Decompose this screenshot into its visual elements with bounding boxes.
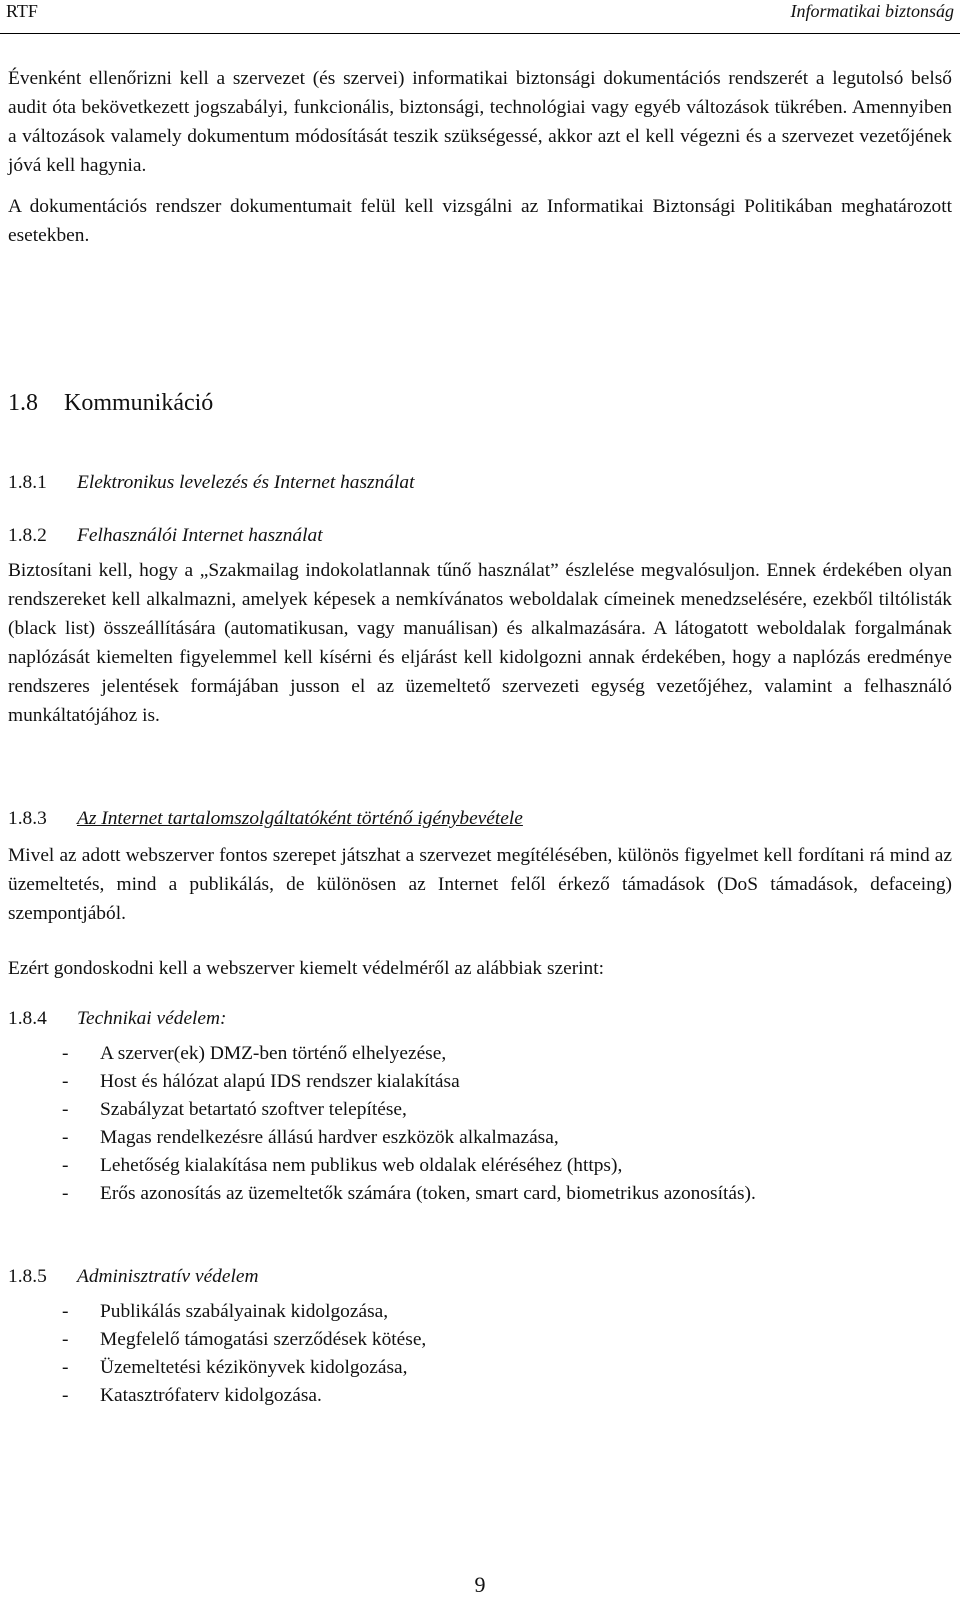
dash-bullet: -	[62, 1099, 69, 1120]
list-item	[62, 1180, 756, 1208]
list-item-text: Üzemeltetési kézikönyvek kidolgozása,	[100, 1357, 408, 1378]
dash-bullet: -	[62, 1357, 69, 1378]
subsection-2-paragraph: Biztosítani kell, hogy a „Szakmailag indokolatlannak tűnő használat” észlelése megvalósuljon. Ennek érdekében olyan rendszereket kell alkalmazni, amelyek képesek a nemkívánatos weboldalak címeinek menedzselésére, ezekből tiltólisták (black list) összeállítására (automatikusan, vagy manuálisan) és alkalmazására. A látogatott weboldalak forgalmának naplózását kiemelten figyelemmel kell kísérni és eljárást kell kidolgozni annak érdekében, hogy a naplózás eredménye rendszeres jelentések formájában jusson el az üzemeltető szervezeti egység vezetőjéhez, valamint a felhasználó munkáltatójához is.	[8, 560, 952, 726]
subsection-heading-3	[8, 805, 523, 833]
subsection-number: 1.8.5	[8, 1266, 47, 1287]
list-item	[62, 1124, 756, 1152]
section-number: 1.8	[8, 390, 38, 416]
intro-paragraph-1: Évenként ellenőrizni kell a szervezet (és szervei) informatikai biztonsági dokumentációs rendszerét a legutolsó belső audit óta bekövetkezett jogszabályi, funkcionális, biztonsági, technológiai vagy egyéb változások tükrében. Amennyiben a változások valamely dokumentum módosítását teszik szükségessé, akkor azt el kell végezni és a szervezet vezetőjének jóvá kell hagynia.	[8, 68, 952, 176]
intro-paragraph-2: A dokumentációs rendszer dokumentumait felül kell vizsgálni az Informatikai Biztonsági Politikában meghatározott esetekben.	[8, 196, 952, 246]
list-item	[62, 1382, 426, 1410]
list-item-text: A szerver(ek) DMZ-ben történő elhelyezése,	[100, 1043, 447, 1064]
subsection-heading-4	[8, 1005, 227, 1033]
subsection-title: Technikai védelem:	[77, 1008, 227, 1029]
list-item-text: Publikálás szabályainak kidolgozása,	[100, 1301, 389, 1322]
subsection-3-paragraph-2: Ezért gondoskodni kell a webszerver kiemelt védelméről az alábbiak szerint:	[8, 958, 605, 979]
subsection-number: 1.8.1	[8, 472, 47, 493]
list-item	[62, 1096, 756, 1124]
header-rule	[0, 33, 960, 34]
list-item-text: Host és hálózat alapú IDS rendszer kialakítása	[100, 1071, 460, 1092]
list-item	[62, 1326, 426, 1354]
list-item-text: Katasztrófaterv kidolgozása.	[100, 1385, 322, 1406]
subsection-3-paragraph-1: Mivel az adott webszerver fontos szerepet játszhat a szervezet megítélésében, különös figyelmet kell fordítani rá mind az üzemeltetés, mind a publikálás, de különösen az Internet felől érkező támadások (DoS támadások, defaceing) szempontjából.	[8, 845, 952, 924]
dash-bullet: -	[62, 1155, 69, 1176]
list-item-text: Lehetőség kialakítása nem publikus web oldalak eléréséhez (https),	[100, 1155, 623, 1176]
subsection-heading-1	[8, 469, 414, 497]
dash-bullet: -	[62, 1301, 69, 1322]
list-item	[62, 1068, 756, 1096]
administrative-protection-list	[62, 1298, 426, 1410]
list-item	[62, 1354, 426, 1382]
dash-bullet: -	[62, 1127, 69, 1148]
subsection-title: Adminisztratív védelem	[77, 1266, 259, 1287]
header-right-text: Informatikai biztonság	[790, 1, 954, 21]
list-item	[62, 1040, 756, 1068]
dash-bullet: -	[62, 1071, 69, 1092]
dash-bullet: -	[62, 1183, 69, 1204]
list-item-text: Megfelelő támogatási szerződések kötése,	[100, 1329, 427, 1350]
list-item	[62, 1298, 426, 1326]
subsection-title: Elektronikus levelezés és Internet használat	[77, 472, 415, 493]
subsection-title: Az Internet tartalomszolgáltatóként történő igénybevétele	[77, 808, 523, 829]
dash-bullet: -	[62, 1043, 69, 1064]
page-header	[0, 0, 960, 34]
subsection-heading-2	[8, 522, 323, 550]
list-item-text: Szabályzat betartató szoftver telepítése,	[100, 1099, 407, 1120]
subsection-number: 1.8.3	[8, 808, 47, 829]
list-item-text: Magas rendelkezésre állású hardver eszközök alkalmazása,	[100, 1127, 559, 1148]
page-number: 9	[474, 1572, 486, 1597]
list-item	[62, 1152, 756, 1180]
section-heading	[8, 388, 213, 418]
list-item-text: Erős azonosítás az üzemeltetők számára (token, smart card, biometrikus azonosítás).	[100, 1183, 756, 1204]
subsection-heading-5	[8, 1263, 258, 1291]
subsection-number: 1.8.4	[8, 1008, 47, 1029]
technical-protection-list	[62, 1040, 756, 1208]
dash-bullet: -	[62, 1329, 69, 1350]
section-title: Kommunikáció	[64, 390, 214, 416]
subsection-number: 1.8.2	[8, 525, 47, 546]
header-left-text: RTF	[6, 1, 38, 21]
subsection-title: Felhasználói Internet használat	[77, 525, 323, 546]
intro-text	[8, 64, 952, 250]
dash-bullet: -	[62, 1385, 69, 1406]
